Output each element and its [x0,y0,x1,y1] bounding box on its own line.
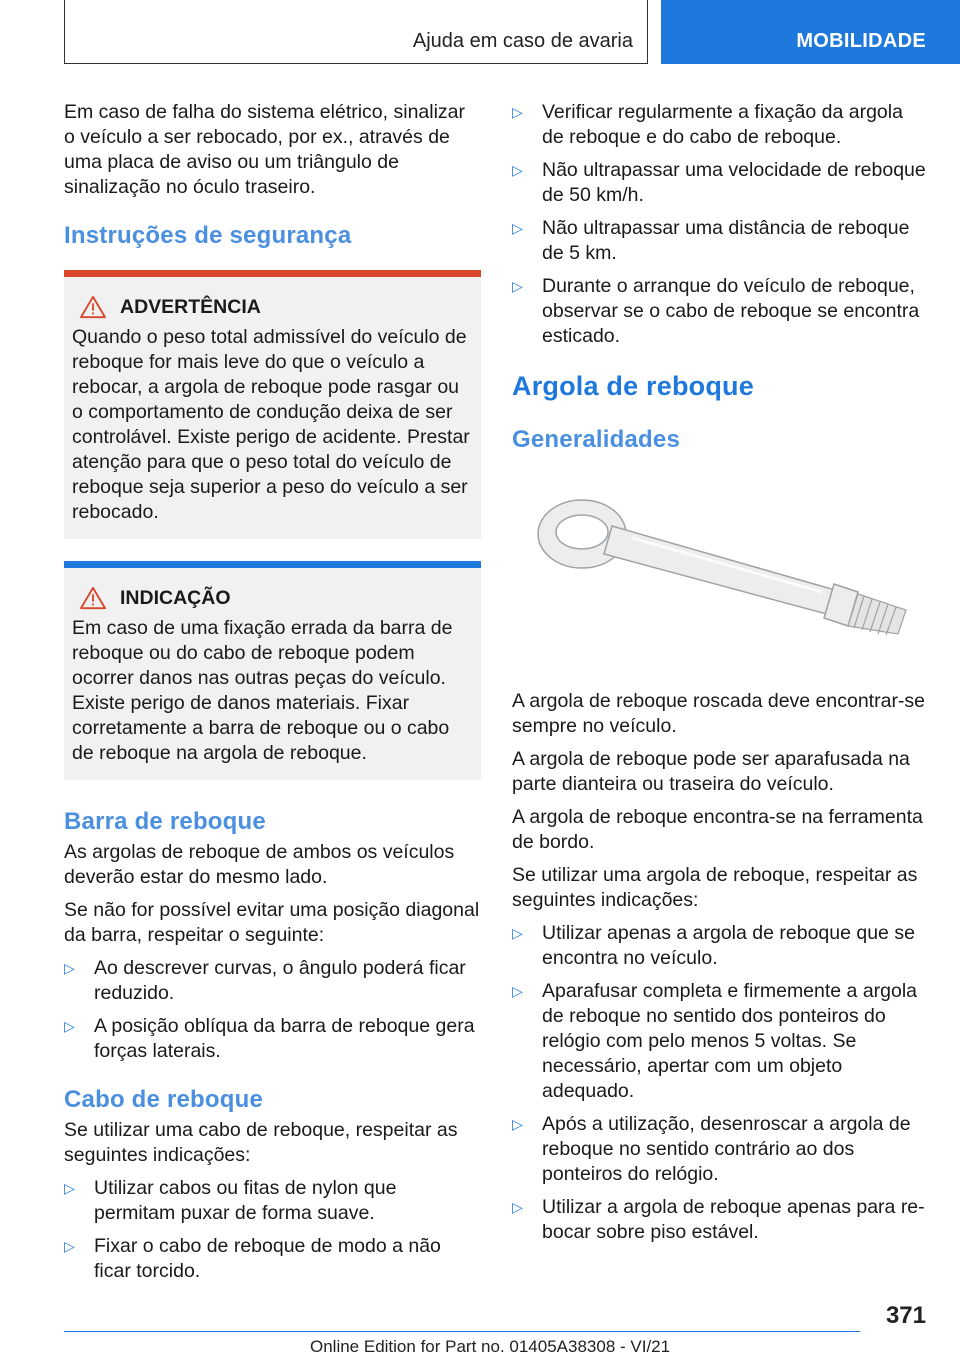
tow-bar-heading: Barra de reboque [64,808,266,835]
tow-bar-paragraph-1: As argolas de reboque de ambos os veículos deverão estar do mesmo lado. [64,841,455,888]
bullet-triangle-icon: ▷ [64,1238,75,1254]
list-item: ▷ Não ultrapassar uma distância de reboque de 5 km. [512,217,910,264]
list-item: ▷ Ao descrever curvas, o ângulo poderá ficar reduzido. [64,957,466,1004]
bullet-triangle-icon: ▷ [512,1199,523,1215]
edition-note: Online Edition for Part no. 01405A38308 - VI/21 [310,1337,671,1356]
bullet-triangle-icon: ▷ [64,960,75,976]
safety-heading: Instruções de segurança [64,222,352,249]
note-text: Em caso de uma fixação errada da barra de reboque ou do cabo de reboque podem ocorrer danos nas outras peças do veículo. Existe perigo de danos materiais. Fixar corretamente a barra de reboque ou o cabo de reboque na argola de reboque. [72,617,453,764]
right-column [512,100,928,1253]
bullet-triangle-icon: ▷ [512,925,523,941]
page-number: 371 [885,1302,926,1329]
list-item: ▷ Aparafusar completa e firmemente a argola de reboque no sentido dos ponteiros do relógio com pelo menos 5 voltas. Se necessário, apertar com um objeto adequado. [512,980,918,1102]
bullet-triangle-icon: ▷ [512,104,523,120]
tow-eye-list [512,921,928,1245]
tow-bar-list [64,956,481,1064]
general-subheading: Generalidades [512,426,681,453]
warning-box [64,270,481,539]
list-item: ▷ Utilizar cabos ou fitas de nylon que permitam puxar de forma suave. [64,1177,397,1224]
list-item: ▷ Utilizar a argola de reboque apenas para rebocar sobre piso estável. [512,1196,925,1243]
tow-eye-illustration [512,474,928,674]
tow-eye-paragraph-4: Se utilizar uma argola de reboque, respeitar as seguintes indicações: [512,864,918,911]
tow-cable-list [64,1176,481,1284]
tow-cable-paragraph: Se utilizar uma cabo de reboque, respeitar as seguintes indicações: [64,1119,458,1166]
bullet-triangle-icon: ▷ [512,278,523,294]
header-section-title: Ajuda em caso de avaria [412,30,633,52]
bullet-triangle-icon: ▷ [512,162,523,178]
list-item: ▷ Durante o arranque do veículo de reboque, observar se o cabo de reboque se encontra esticado. [512,275,920,347]
tow-eye-heading: Argola de reboque [512,371,754,401]
list-item: ▷ Verificar regularmente a fixação da argola de reboque e do cabo de reboque. [512,101,903,148]
header-chapter-title: MOBILIDADE [796,30,926,52]
warning-title: ADVERTÊNCIA [120,295,261,318]
list-item: ▷ Utilizar apenas a argola de reboque que se encontra no veículo. [512,922,915,969]
tow-bar-paragraph-2: Se não for possível evitar uma posição diagonal da barra, respeitar o seguinte: [64,899,480,946]
bullet-triangle-icon: ▷ [64,1180,75,1196]
left-column [64,100,481,1292]
header-chapter-tab [661,0,960,64]
list-item: ▷ Fixar o cabo de reboque de modo a não ficar torcido. [64,1235,441,1282]
bullet-triangle-icon: ▷ [512,983,523,999]
footer-divider [64,1331,860,1332]
intro-paragraph: Em caso de falha do sistema elétrico, sinalizar o veículo a ser rebocado, por ex., através de uma placa de aviso ou um triângulo de sinalização no óculo traseiro. [64,101,466,198]
note-box [64,561,481,780]
towing-rules-list [512,100,928,349]
tow-eye-paragraph-3: A argola de reboque encontra-se na ferramenta de bordo. [512,806,923,853]
tow-eye-paragraph-1: A argola de reboque roscada deve encontrar-se sempre no veículo. [512,690,926,737]
warning-text: Quando o peso total admissível do veículo de reboque for mais leve do que o veículo a rebocar, a argola de reboque pode rasgar ou o comportamento de condução deixa de ser controlável. Existe perigo de acidente. Prestar atenção para que o peso total do veículo de reboque seja superior a peso do veículo a ser rebocado. [72,326,470,523]
note-title: INDICAÇÃO [120,586,231,609]
tow-eye-paragraph-2: A argola de reboque pode ser aparafusada na parte dianteira ou traseira do veículo. [512,748,910,795]
bullet-triangle-icon: ▷ [512,1116,523,1132]
header-section-frame [64,0,648,64]
tow-cable-heading: Cabo de reboque [64,1086,264,1113]
list-item: ▷ A posição oblíqua da barra de reboque gera forças laterais. [64,1015,475,1062]
warning-triangle-icon [78,295,108,319]
bullet-triangle-icon: ▷ [64,1018,75,1034]
list-item: ▷ Após a utilização, desenroscar a argola de reboque no sentido contrário ao dos ponteiros do relógio. [512,1113,911,1185]
bullet-triangle-icon: ▷ [512,220,523,236]
list-item: ▷ Não ultrapassar uma velocidade de reboque de 50 km/h. [512,159,926,206]
notice-triangle-icon [78,586,108,610]
